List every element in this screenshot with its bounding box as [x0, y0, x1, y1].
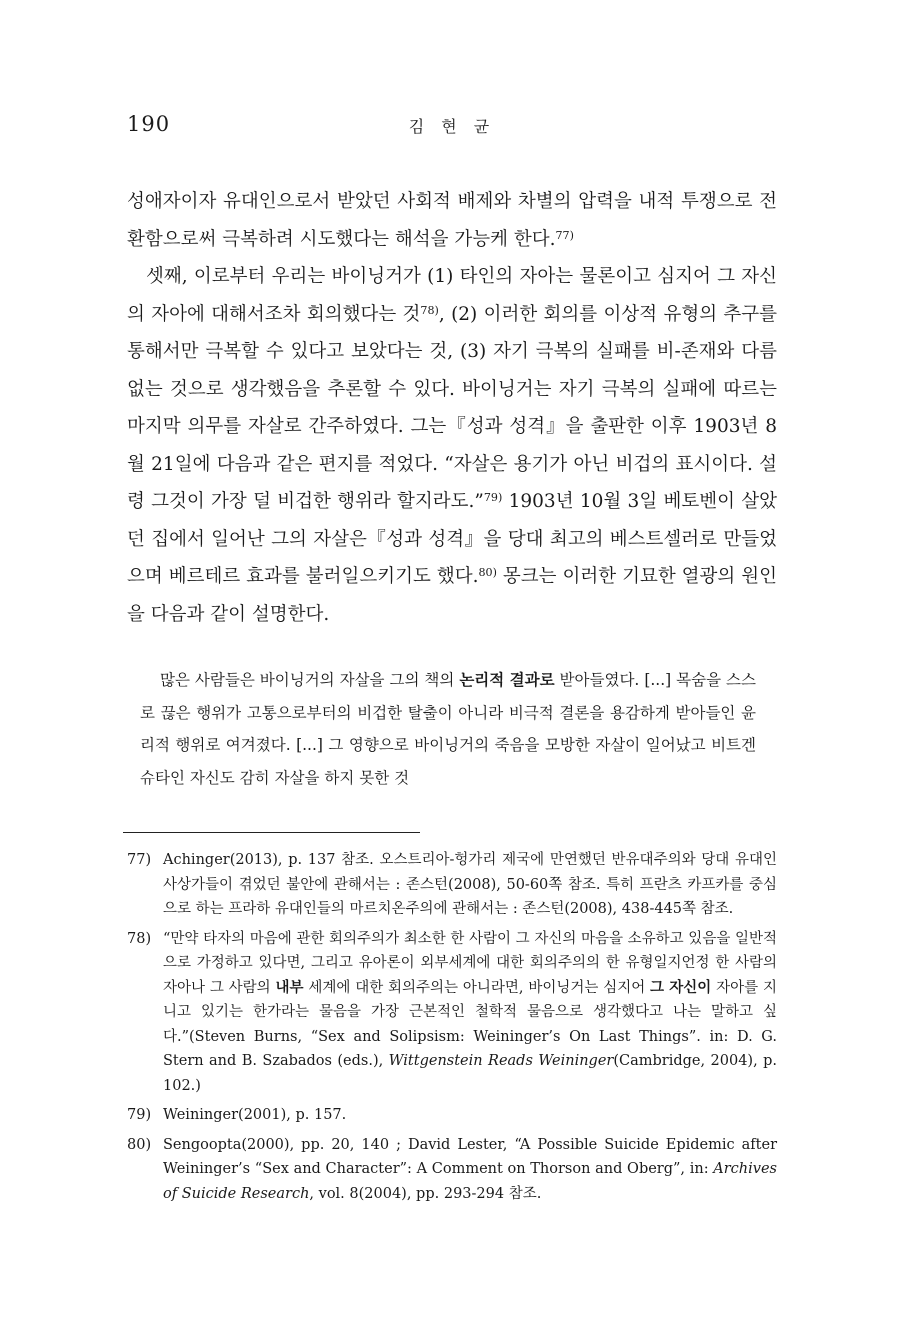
- footnotes: [127, 848, 777, 1211]
- footnote-79: 79) Weininger(2001), p. 157.: [127, 1103, 777, 1128]
- page-number: 190: [127, 112, 171, 136]
- footnote-number: 78): [127, 930, 152, 947]
- footnote-number: 80): [127, 1136, 152, 1153]
- footnote-ref-77[interactable]: 77): [555, 228, 574, 242]
- block-quote: 많은 사람들은 바이닝거의 자살을 그의 책의 논리적 결과로 받아들였다. [...] 목숨을 스스로 끊은 행위가 고통으로부터의 비겁한 탈출이 아니라 비극적 결론을 용감하게 받아들인 윤리적 행위로 여겨졌다. [...] 그 영향으로 바이닝거의 죽음을 모방한 자살이 일어났고 비트겐슈타인 자신도 감히 자살을 하지 못한 것: [140, 671, 756, 787]
- main-text: [127, 183, 777, 633]
- footnote-ref-78[interactable]: 78): [420, 303, 439, 317]
- footnote-ref-80[interactable]: 80): [478, 565, 497, 579]
- footnote-ref-79[interactable]: 79): [483, 490, 503, 504]
- footnote-80: 80) Sengoopta(2000), pp. 20, 140 ; David Lester, “A Possible Suicide Epidemic after Weininger’s “Sex and Character”: A Comment on Thorson and Oberg”, in: Archives of Suicide Research, vol. 8(2004), pp. 293-294 참조.: [127, 1133, 777, 1207]
- running-head-author: 김 현 균: [408, 117, 496, 136]
- footnote-number: 79): [127, 1107, 152, 1123]
- page-header: [127, 112, 777, 142]
- quote-emphasis: 논리적 결과로: [459, 671, 555, 689]
- footnote-78: 78) “만약 타자의 마음에 관한 회의주의가 최소한 한 사람이 그 자신의 마음을 소유하고 있음을 일반적으로 가정하고 있다면, 그리고 유아론이 외부세계에 대한 회의주의의 한 유형일지언정 한 사람의 자아나 그 사람의 내부 세계에 대한 회의주의는 아니라면, 바이닝거는 심지어 그 자신이 자아를 지니고 있기는 한가라는 물음을 가장 근본적인 철학적 물음으로 생각했다고 나는 말하고 싶다.”(Steven Burns, “Sex and Solipsism: Weininger’s On Last Things”. in: D. G. Stern and B. Szabados (eds.), Wittgenstein Reads Weininger(Cambridge, 2004), p. 102.): [127, 927, 777, 1099]
- footnote-77: 77) Achinger(2013), p. 137 참조. 오스트리아-헝가리 제국에 만연했던 반유대주의와 당대 유대인 사상가들이 겪었던 불안에 관해서는 : 존스턴(2008), 50-60쪽 참조. 특히 프란츠 카프카를 중심으로 하는 프라하 유대인들의 마르치온주의에 관해서는 : 존스턴(2008), 438-445쪽 참조.: [127, 848, 777, 922]
- footnote-divider: [123, 832, 420, 833]
- footnote-number: 77): [127, 852, 152, 868]
- paragraph-1: 성애자이자 유대인으로서 받았던 사회적 배제와 차별의 압력을 내적 투쟁으로 전환함으로써 극복하려 시도했다는 해석을 가능케 한다.$^{77)}$: [127, 191, 777, 250]
- paragraph-2: 셋째, 이로부터 우리는 바이닝거가 (1) 타인의 자아는 물론이고 심지어 그 자신의 자아에 대해서조차 회의했다는 것$^{78)}$, (2) 이러한 회의를 이상적 유형의 추구를 통해서만 극복할 수 있다고 보았다는 것, (3) 자기 극복의 실패를 비-존재와 다름없는 것으로 생각했음을 추론할 수 있다. 바이닝거는 자기 극복의 실패에 따르는 마지막 의무를 자살로 간주하였다. 그는『성과 성격』을 출판한 이후 1903년 8월 21일에 다음과 같은 편지를 적었다. “자살은 용기가 아닌 비겁의 표시이다. 설령 그것이 가장 덜 비겁한 행위라 할지라도.”$^{79)}$ 1903년 10월 3일 베토벤이 살았던 집에서 일어난 그의 자살은『성과 성격』을 당대 최고의 베스트셀러로 만들었으며 베르테르 효과를 불러일으키기도 했다.$^{80)}$ 몽크는 이러한 기묘한 열광의 원인을 다음과 같이 설명한다.: [127, 266, 778, 625]
